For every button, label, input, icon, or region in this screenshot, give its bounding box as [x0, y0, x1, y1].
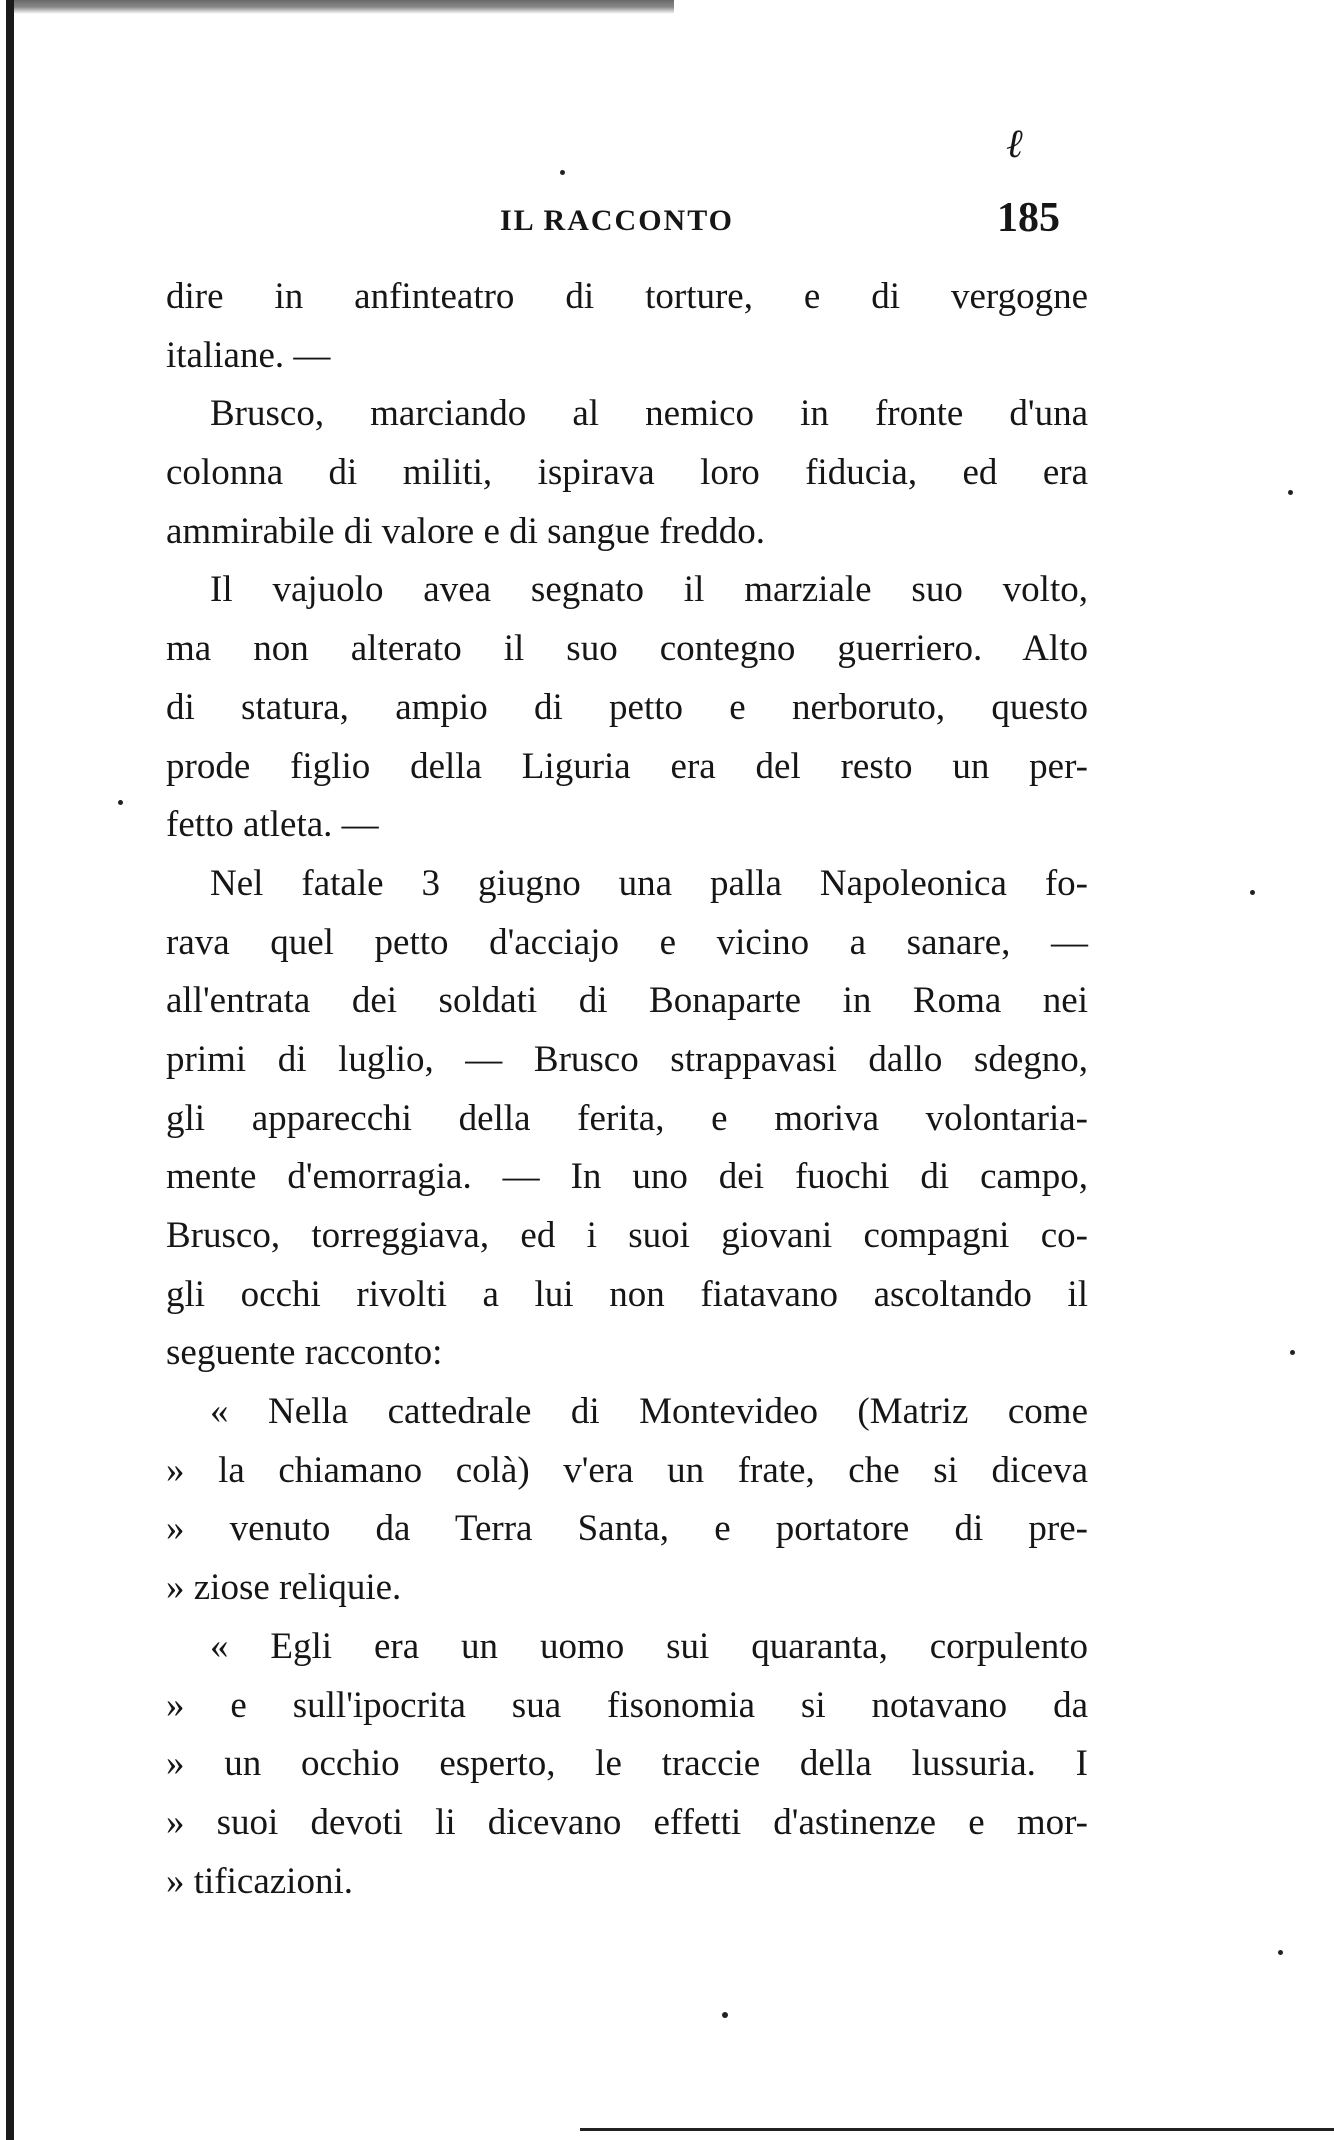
text-line: gli apparecchi della ferita, e moriva volontaria-	[166, 1097, 1088, 1139]
text-line: italiane. —	[166, 334, 331, 376]
text-line: » ziose reliquie.	[166, 1567, 402, 1609]
text-line: all'entrata dei soldati di Bonaparte in Roma nei	[166, 980, 1088, 1022]
scan-speck	[1288, 490, 1293, 495]
text-line: mente d'emorragia. — In uno dei fuochi di campo,	[166, 1156, 1088, 1198]
text-line: primi di luglio, — Brusco strappavasi dallo sdegno,	[166, 1038, 1088, 1080]
text-line: « Egli era un uomo sui quaranta, corpulento	[210, 1625, 1088, 1667]
running-header	[500, 195, 1060, 241]
text-line: gli occhi rivolti a lui non fiatavano ascoltando il	[166, 1273, 1088, 1315]
scan-speck	[1290, 1350, 1295, 1355]
page-edge-left	[6, 0, 14, 2140]
running-title: IL RACCONTO	[500, 204, 734, 237]
text-line: » e sull'ipocrita sua fisonomia si notavano da	[166, 1684, 1088, 1726]
text-line: » suoi devoti li dicevano effetti d'astinenze e mor-	[166, 1801, 1088, 1843]
text-line: prode figlio della Liguria era del resto un per-	[166, 745, 1088, 787]
text-line: Brusco, torreggiava, ed i suoi giovani compagni co-	[166, 1215, 1088, 1256]
scan-speck	[118, 800, 123, 805]
text-line: dire in anfinteatro di torture, e di vergogne	[166, 276, 1088, 317]
text-line: seguente racconto:	[166, 1332, 443, 1374]
text-line: » un occhio esperto, le traccie della lussuria. I	[166, 1743, 1088, 1785]
page-edge-top	[14, 0, 674, 14]
text-line: ma non alterato il suo contegno guerriero. Alto	[166, 628, 1088, 670]
text-line: Il vajuolo avea segnato il marziale suo volto,	[210, 569, 1088, 611]
margin-marker: ℓ	[1006, 121, 1023, 166]
text-line: Nel fatale 3 giugno una palla Napoleonica fo-	[210, 862, 1088, 904]
text-line: Brusco, marciando al nemico in fronte d'una	[210, 393, 1088, 435]
scan-speck	[722, 2012, 728, 2018]
text-line: » venuto da Terra Santa, e portatore di pre-	[166, 1508, 1088, 1550]
text-line: » la chiamano colà) v'era un frate, che si diceva	[166, 1449, 1088, 1491]
page-number: 185	[997, 195, 1060, 241]
body-text	[166, 268, 1088, 1911]
text-line: rava quel petto d'acciajo e vicino a sanare, —	[166, 921, 1088, 963]
scan-speck	[1250, 890, 1255, 895]
text-line: ammirabile di valore e di sangue freddo.	[166, 510, 765, 552]
page-edge-bottom	[580, 2128, 1334, 2131]
scan-speck	[560, 170, 565, 175]
text-line: » tificazioni.	[166, 1860, 353, 1902]
scan-speck	[1278, 1950, 1283, 1955]
text-line: « Nella cattedrale di Montevideo (Matriz come	[210, 1391, 1088, 1433]
text-line: colonna di militi, ispirava loro fiducia, ed era	[166, 452, 1088, 494]
text-line: di statura, ampio di petto e nerboruto, questo	[166, 686, 1088, 728]
text-line: fetto atleta. —	[166, 804, 379, 846]
